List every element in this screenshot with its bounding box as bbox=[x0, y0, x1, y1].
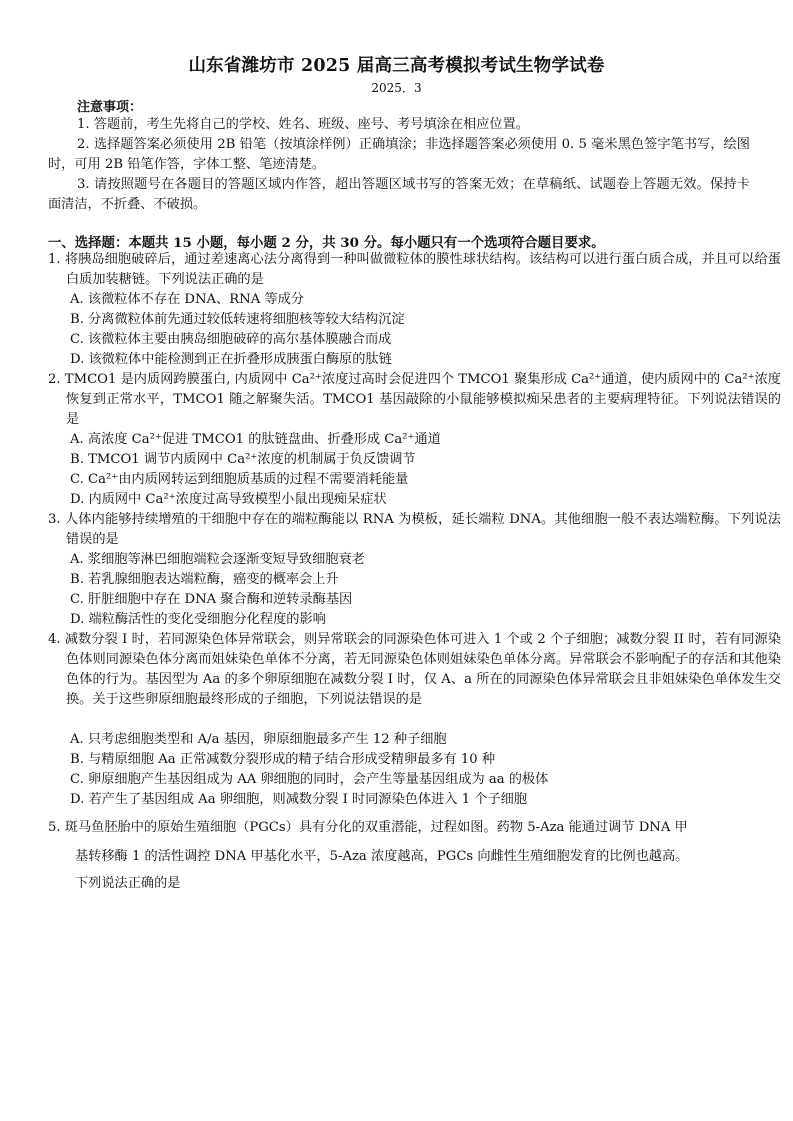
question-3-option-a: A. 浆细胞等淋巴细胞端粒会逐渐变短导致细胞衰老 bbox=[70, 552, 365, 567]
question-2-option-d: D. 内质网中 Ca²⁺浓度过高导致模型小鼠出现痴呆症状 bbox=[70, 492, 387, 507]
question-1-option-a: A. 该微粒体不存在 DNA、RNA 等成分 bbox=[70, 292, 304, 307]
question-3-stem: 3. 人体内能够持续增殖的干细胞中存在的端粒酶能以 RNA 为模板，延长端粒 DNA。其他细胞一般不表达端粒酶。下列说法错误的是 bbox=[48, 512, 781, 547]
question-4-option-a: A. 只考虑细胞类型和 A/a 基因，卵原细胞最多产生 12 种子细胞 bbox=[70, 732, 447, 747]
question-3-option-b: B. 若乳腺细胞表达端粒酶，癌变的概率会上升 bbox=[70, 572, 339, 587]
question-4-option-b: B. 与精原细胞 Aa 正常减数分裂形成的精子结合形成受精卵最多有 10 种 bbox=[70, 752, 496, 767]
question-5-line-2: 基转移酶 1 的活性调控 DNA 甲基化水平，5-Aza 浓度越高，PGCs 向雌性生殖细胞发育的比例也越高。 bbox=[75, 849, 689, 864]
section-heading: 一、选择题：本题共 15 小题，每小题 2 分，共 30 分。每小题只有一个选项符合题目要求。 bbox=[48, 235, 605, 251]
question-1-option-d: D. 该微粒体中能检测到正在折叠形成胰蛋白酶原的肽链 bbox=[70, 352, 392, 367]
question-5-line-3: 下列说法正确的是 bbox=[75, 876, 181, 891]
question-3-option-d: D. 端粒酶活性的变化受细胞分化程度的影响 bbox=[70, 612, 326, 627]
question-1-stem: 1. 将胰岛细胞破碎后，通过差速离心法分离得到一种叫做微粒体的膜性球状结构。该结构可以进行蛋白质合成，并且可以给蛋白质加装糖链。下列说法正确的是 bbox=[48, 252, 781, 287]
question-2-option-a: A. 高浓度 Ca²⁺促进 TMCO1 的肽链盘曲、折叠形成 Ca²⁺通道 bbox=[70, 432, 441, 447]
question-4-option-d: D. 若产生了基因组成 Aa 卵细胞，则减数分裂 I 时同源染色体进入 1 个子细胞 bbox=[70, 792, 528, 807]
question-4-stem: 4. 减数分裂 I 时，若同源染色体异常联会，则异常联会的同源染色体可进入 1 个或 2 个子细胞；减数分裂 II 时，若有同源染色体则同源染色体分离而姐妹染色单体不分离，若无同源染色体则姐妹染色单体分离。异常联会不影响配子的存活和其他染色体的行为。基因型为 Aa 的多个卵原细胞在减数分裂 I 时，仅 A、a 所在的同源染色体异常联会且非姐妹染色单体发生交换。关于这些卵原细胞最终形成的子细胞，下列说法错误的是 bbox=[48, 632, 781, 707]
notice-item-3: 3. 请按照题号在各题目的答题区域内作答，超出答题区域书写的答案无效；在草稿纸、试题卷上答题无效。保持卡面清洁，不折叠、不破损。 bbox=[48, 177, 750, 212]
exam-date: 2025．3 bbox=[371, 81, 422, 95]
question-1-option-b: B. 分离微粒体前先通过较低转速将细胞核等较大结构沉淀 bbox=[70, 312, 405, 327]
question-4-option-c: C. 卵原细胞产生基因组成为 AA 卵细胞的同时，会产生等量基因组成为 aa 的极体 bbox=[70, 772, 549, 787]
question-2-option-b: B. TMCO1 调节内质网中 Ca²⁺浓度的机制属于负反馈调节 bbox=[70, 452, 416, 467]
question-3-option-c: C. 肝脏细胞中存在 DNA 聚合酶和逆转录酶基因 bbox=[70, 592, 353, 607]
question-5-line-1: 5. 斑马鱼胚胎中的原始生殖细胞（PGCs）具有分化的双重潜能，过程如图。药物 5-Aza 能通过调节 DNA 甲 bbox=[48, 820, 688, 835]
question-2-option-c: C. Ca²⁺由内质网转运到细胞质基质的过程不需要消耗能量 bbox=[70, 472, 409, 487]
question-2-stem: 2. TMCO1 是内质网跨膜蛋白, 内质网中 Ca²⁺浓度过高时会促进四个 TMCO1 聚集形成 Ca²⁺通道，使内质网中的 Ca²⁺浓度恢复到正常水平，TMCO1 随之解聚失活。TMCO1 基因敲除的小鼠能够模拟痴呆患者的主要病理特征。下列说法错误的是 bbox=[48, 372, 781, 427]
question-1-option-c: C. 该微粒体主要由胰岛细胞破碎的高尔基体膜融合而成 bbox=[70, 332, 392, 347]
exam-title: 山东省潍坊市 2025 届高三高考模拟考试生物学试卷 bbox=[188, 56, 605, 76]
notice-heading: 注意事项： bbox=[77, 100, 143, 115]
notice-item-2: 2. 选择题答案必须使用 2B 铅笔（按填涂样例）正确填涂；非选择题答案必须使用 0. 5 毫米黑色签字笔书写，绘图时，可用 2B 铅笔作答，字体工整、笔迹清楚。 bbox=[48, 137, 750, 172]
notice-item-1: 1. 答题前，考生先将自己的学校、姓名、班级、座号、考号填涂在相应位置。 bbox=[77, 117, 529, 132]
